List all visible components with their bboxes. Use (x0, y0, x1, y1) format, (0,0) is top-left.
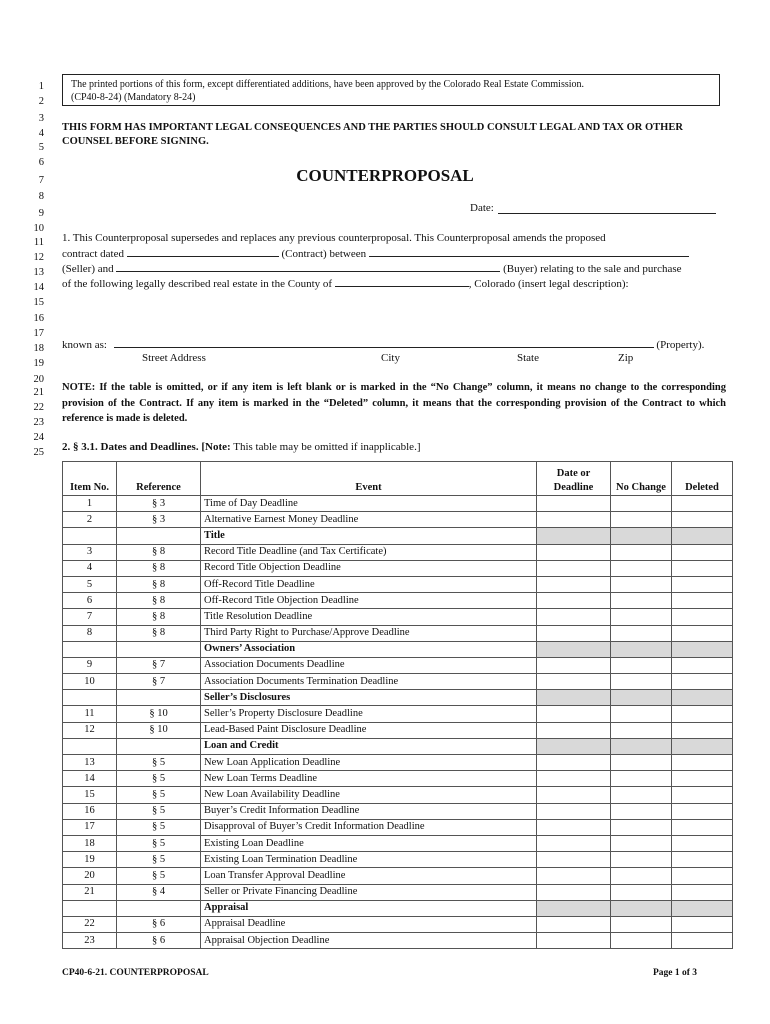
contract-dated-label: contract dated (62, 248, 124, 260)
deleted-checkbox[interactable] (672, 819, 733, 835)
reference-cell: § 10 (117, 722, 201, 738)
header-event: Event (201, 462, 537, 496)
item-no-cell: 13 (63, 755, 117, 771)
section2-note-bold: [Note: (201, 441, 231, 453)
date-cell (537, 690, 611, 706)
date-deadline-field[interactable] (537, 674, 611, 690)
footer-form-id: CP40-6-21. COUNTERPROPOSAL (62, 968, 209, 978)
date-deadline-field[interactable] (537, 722, 611, 738)
reference-cell: § 3 (117, 496, 201, 512)
event-cell: Alternative Earnest Money Deadline (201, 512, 537, 528)
item-no-cell: 6 (63, 593, 117, 609)
event-cell: Seller’s Property Disclosure Deadline (201, 706, 537, 722)
item-no-cell: 20 (63, 868, 117, 884)
deleted-checkbox[interactable] (672, 835, 733, 851)
deleted-checkbox[interactable] (672, 512, 733, 528)
table-row (63, 835, 733, 851)
no-change-checkbox[interactable] (611, 852, 672, 868)
notice-line-2: (CP40-8-24) (Mandatory 8-24) (71, 92, 196, 103)
event-cell: Association Documents Termination Deadline (201, 674, 537, 690)
date-cell (537, 528, 611, 544)
header-item-no: Item No. (63, 462, 117, 496)
deleted-checkbox[interactable] (672, 496, 733, 512)
contract-date-field[interactable] (127, 246, 279, 257)
table-row (63, 544, 733, 560)
deleted-checkbox[interactable] (672, 852, 733, 868)
section-heading: Title (201, 528, 537, 544)
form-title: COUNTERPROPOSAL (296, 166, 474, 185)
no-change-checkbox[interactable] (611, 755, 672, 771)
no-change-checkbox[interactable] (611, 771, 672, 787)
legal-warning: THIS FORM HAS IMPORTANT LEGAL CONSEQUENCES AND THE PARTIES SHOULD CONSULT LEGAL AND TAX OR OTHER COUNSEL BEFORE SIGNING. (62, 122, 683, 147)
line-number: 1 (38, 81, 44, 92)
date-field[interactable] (498, 202, 716, 214)
reference-cell: § 8 (117, 593, 201, 609)
event-cell: Appraisal Objection Deadline (201, 933, 537, 949)
line-number: 7 (38, 175, 44, 186)
deleted-checkbox[interactable] (672, 706, 733, 722)
table-row (63, 576, 733, 592)
reference-cell: § 5 (117, 771, 201, 787)
state-caption: State (517, 352, 539, 364)
header-no-change: No Change (611, 462, 672, 496)
date-deadline-field[interactable] (537, 819, 611, 835)
reference-cell: § 8 (117, 625, 201, 641)
item-no-cell (63, 690, 117, 706)
event-cell: Off-Record Title Deadline (201, 576, 537, 592)
date-deadline-field[interactable] (537, 593, 611, 609)
no-change-cell (611, 528, 672, 544)
event-cell: Third Party Right to Purchase/Approve Deadline (201, 625, 537, 641)
item-no-cell: 23 (63, 933, 117, 949)
no-change-checkbox[interactable] (611, 593, 672, 609)
event-cell: Loan Transfer Approval Deadline (201, 868, 537, 884)
line-number: 14 (33, 282, 44, 293)
no-change-cell (611, 738, 672, 754)
table-section-heading-row (63, 641, 733, 657)
deleted-checkbox[interactable] (672, 544, 733, 560)
deadlines-table-body (63, 496, 733, 949)
no-change-checkbox[interactable] (611, 803, 672, 819)
date-deadline-field[interactable] (537, 916, 611, 932)
event-cell: Off-Record Title Objection Deadline (201, 593, 537, 609)
event-cell: Buyer’s Credit Information Deadline (201, 803, 537, 819)
date-deadline-field[interactable] (537, 884, 611, 900)
reference-cell (117, 738, 201, 754)
notice-line-1: The printed portions of this form, except differentiated additions, have been approved by the Colorado Real Estate Commission. (71, 79, 585, 90)
event-cell: New Loan Application Deadline (201, 755, 537, 771)
item-no-cell (63, 900, 117, 916)
deleted-checkbox[interactable] (672, 657, 733, 673)
no-change-cell (611, 641, 672, 657)
event-cell: Association Documents Deadline (201, 657, 537, 673)
line-number: 13 (33, 267, 44, 278)
date-deadline-field[interactable] (537, 625, 611, 641)
line-number: 23 (33, 417, 44, 428)
property-label: (Property). (656, 339, 705, 351)
table-row (63, 560, 733, 576)
item-no-cell: 11 (63, 706, 117, 722)
table-row (63, 819, 733, 835)
section-heading: Loan and Credit (201, 738, 537, 754)
section1-line1: 1. This Counterproposal supersedes and replaces any previous counterproposal. This Counterproposal amends the proposed (62, 232, 606, 244)
table-row (63, 933, 733, 949)
section-heading: Appraisal (201, 900, 537, 916)
event-cell: Record Title Objection Deadline (201, 560, 537, 576)
deleted-checkbox[interactable] (672, 722, 733, 738)
buyer-relating-label: (Buyer) relating to the sale and purchase (503, 263, 682, 275)
event-cell: Lead-Based Paint Disclosure Deadline (201, 722, 537, 738)
buyer-name-field[interactable] (116, 261, 500, 272)
date-deadline-field[interactable] (537, 787, 611, 803)
item-no-cell: 14 (63, 771, 117, 787)
no-change-checkbox[interactable] (611, 933, 672, 949)
event-cell: Appraisal Deadline (201, 916, 537, 932)
item-no-cell: 22 (63, 916, 117, 932)
date-deadline-field[interactable] (537, 868, 611, 884)
table-row (63, 706, 733, 722)
line-number: 18 (33, 343, 44, 354)
table-row (63, 722, 733, 738)
no-change-checkbox[interactable] (611, 835, 672, 851)
table-section-heading-row (63, 900, 733, 916)
reference-cell (117, 690, 201, 706)
deleted-checkbox[interactable] (672, 674, 733, 690)
no-change-checkbox[interactable] (611, 576, 672, 592)
deleted-cell (672, 690, 733, 706)
street-address-caption: Street Address (142, 352, 206, 364)
reference-cell: § 8 (117, 544, 201, 560)
event-cell: Existing Loan Termination Deadline (201, 852, 537, 868)
deleted-checkbox[interactable] (672, 609, 733, 625)
event-cell: Seller or Private Financing Deadline (201, 884, 537, 900)
reference-cell (117, 528, 201, 544)
no-change-checkbox[interactable] (611, 722, 672, 738)
no-change-checkbox[interactable] (611, 819, 672, 835)
date-deadline-field[interactable] (537, 803, 611, 819)
table-row (63, 868, 733, 884)
reference-cell: § 8 (117, 560, 201, 576)
item-no-cell (63, 738, 117, 754)
line-number: 3 (38, 113, 44, 124)
no-change-checkbox[interactable] (611, 512, 672, 528)
reference-cell (117, 641, 201, 657)
line-number: 12 (33, 252, 44, 263)
line-number: 17 (33, 328, 44, 339)
event-cell: Existing Loan Deadline (201, 835, 537, 851)
no-change-checkbox[interactable] (611, 544, 672, 560)
date-cell (537, 738, 611, 754)
reference-cell: § 5 (117, 852, 201, 868)
deleted-checkbox[interactable] (672, 593, 733, 609)
table-row (63, 657, 733, 673)
line-number: 6 (38, 157, 44, 168)
event-cell: Disapproval of Buyer’s Credit Information Deadline (201, 819, 537, 835)
no-change-checkbox[interactable] (611, 884, 672, 900)
property-address-field[interactable] (114, 337, 654, 348)
deleted-checkbox[interactable] (672, 560, 733, 576)
table-row (63, 512, 733, 528)
date-deadline-field[interactable] (537, 544, 611, 560)
line-number: 16 (33, 313, 44, 324)
city-caption: City (381, 352, 400, 364)
header-date-deadline: Date or Deadline (537, 462, 611, 496)
deleted-cell (672, 528, 733, 544)
line-number: 19 (33, 358, 44, 369)
reference-cell: § 7 (117, 657, 201, 673)
line-number: 2 (38, 96, 44, 107)
item-no-cell: 10 (63, 674, 117, 690)
legal-desc-prefix: of the following legally described real estate in the County of (62, 278, 333, 290)
deleted-cell (672, 641, 733, 657)
item-no-cell (63, 641, 117, 657)
no-change-cell (611, 690, 672, 706)
table-row (63, 609, 733, 625)
line-number: 25 (33, 447, 44, 458)
no-change-checkbox[interactable] (611, 787, 672, 803)
deleted-checkbox[interactable] (672, 755, 733, 771)
header-reference: Reference (117, 462, 201, 496)
reference-cell: § 8 (117, 576, 201, 592)
contract-between-label: (Contract) between (281, 248, 367, 260)
no-change-checkbox[interactable] (611, 706, 672, 722)
known-as-label: known as: (62, 339, 107, 351)
table-row (63, 755, 733, 771)
table-row (63, 787, 733, 803)
event-cell: Time of Day Deadline (201, 496, 537, 512)
deleted-checkbox[interactable] (672, 803, 733, 819)
line-number: 9 (38, 208, 44, 219)
section2-label: 2. § 3.1. Dates and Deadlines. (62, 441, 199, 453)
deleted-checkbox[interactable] (672, 576, 733, 592)
table-row (63, 625, 733, 641)
line-number: 15 (33, 297, 44, 308)
item-no-cell: 7 (63, 609, 117, 625)
date-deadline-field[interactable] (537, 609, 611, 625)
header-deleted: Deleted (672, 462, 733, 496)
section-heading: Owners’ Association (201, 641, 537, 657)
no-change-checkbox[interactable] (611, 496, 672, 512)
item-no-cell: 3 (63, 544, 117, 560)
deadlines-table (62, 461, 733, 949)
item-no-cell: 21 (63, 884, 117, 900)
event-cell: New Loan Availability Deadline (201, 787, 537, 803)
table-section-heading-row (63, 690, 733, 706)
date-deadline-field[interactable] (537, 852, 611, 868)
reference-cell: § 10 (117, 706, 201, 722)
commission-notice (62, 74, 720, 106)
item-no-cell (63, 528, 117, 544)
table-note: NOTE: If the table is omitted, or if any item is left blank or is marked in the “No Change” column, it means no change to the corresponding provision of the Contract. If any item is marked in the “Deleted” column, it means that the corresponding provision of the Contract to which reference is made is deleted. (62, 382, 726, 424)
zip-caption: Zip (618, 352, 634, 364)
line-number: 4 (38, 128, 44, 139)
item-no-cell: 1 (63, 496, 117, 512)
section2-note-rest: This table may be omitted if inapplicable.] (233, 441, 421, 453)
no-change-checkbox[interactable] (611, 609, 672, 625)
section1-line2 (62, 246, 726, 262)
event-cell: Title Resolution Deadline (201, 609, 537, 625)
reference-cell: § 5 (117, 803, 201, 819)
table-row (63, 593, 733, 609)
seller-and-label: (Seller) and (62, 263, 114, 275)
date-deadline-field[interactable] (537, 657, 611, 673)
no-change-checkbox[interactable] (611, 625, 672, 641)
item-no-cell: 5 (63, 576, 117, 592)
date-deadline-field[interactable] (537, 496, 611, 512)
item-no-cell: 16 (63, 803, 117, 819)
county-field[interactable] (335, 276, 469, 287)
table-row (63, 916, 733, 932)
date-deadline-field[interactable] (537, 560, 611, 576)
line-number: 22 (33, 402, 44, 413)
deleted-checkbox[interactable] (672, 884, 733, 900)
table-row (63, 852, 733, 868)
deleted-cell (672, 900, 733, 916)
line-number: 5 (38, 142, 44, 153)
deleted-checkbox[interactable] (672, 933, 733, 949)
line-number: 20 (33, 374, 44, 385)
date-deadline-field[interactable] (537, 706, 611, 722)
item-no-cell: 15 (63, 787, 117, 803)
property-line (62, 337, 726, 353)
table-row (63, 771, 733, 787)
table-row (63, 674, 733, 690)
deleted-checkbox[interactable] (672, 771, 733, 787)
deleted-checkbox[interactable] (672, 916, 733, 932)
date-deadline-field[interactable] (537, 771, 611, 787)
table-row (63, 884, 733, 900)
date-cell (537, 900, 611, 916)
reference-cell: § 5 (117, 868, 201, 884)
no-change-checkbox[interactable] (611, 916, 672, 932)
item-no-cell: 18 (63, 835, 117, 851)
reference-cell: § 6 (117, 916, 201, 932)
deleted-checkbox[interactable] (672, 787, 733, 803)
no-change-checkbox[interactable] (611, 674, 672, 690)
item-no-cell: 8 (63, 625, 117, 641)
line-number: 21 (33, 387, 44, 398)
reference-cell: § 5 (117, 787, 201, 803)
no-change-checkbox[interactable] (611, 657, 672, 673)
reference-cell: § 5 (117, 835, 201, 851)
date-deadline-field[interactable] (537, 835, 611, 851)
section2-heading (62, 441, 420, 453)
date-line (470, 202, 716, 214)
table-row (63, 803, 733, 819)
item-no-cell: 9 (63, 657, 117, 673)
item-no-cell: 12 (63, 722, 117, 738)
reference-cell: § 6 (117, 933, 201, 949)
seller-name-field[interactable] (369, 246, 689, 257)
reference-cell: § 3 (117, 512, 201, 528)
deleted-cell (672, 738, 733, 754)
date-deadline-field[interactable] (537, 576, 611, 592)
section1-line4 (62, 276, 726, 292)
reference-cell: § 4 (117, 884, 201, 900)
no-change-cell (611, 900, 672, 916)
date-deadline-field[interactable] (537, 933, 611, 949)
no-change-checkbox[interactable] (611, 560, 672, 576)
section-heading: Seller’s Disclosures (201, 690, 537, 706)
footer-page-number: Page 1 of 3 (653, 968, 698, 978)
date-label: Date: (470, 202, 494, 214)
event-cell: New Loan Terms Deadline (201, 771, 537, 787)
table-section-heading-row (63, 738, 733, 754)
line-number: 8 (38, 191, 44, 202)
reference-cell (117, 900, 201, 916)
event-cell: Record Title Deadline (and Tax Certificate) (201, 544, 537, 560)
line-number: 24 (33, 432, 44, 443)
line-number: 11 (33, 237, 44, 248)
deleted-checkbox[interactable] (672, 868, 733, 884)
date-cell (537, 641, 611, 657)
section1-line3 (62, 261, 726, 277)
table-row (63, 496, 733, 512)
reference-cell: § 5 (117, 819, 201, 835)
deleted-checkbox[interactable] (672, 625, 733, 641)
line-number: 10 (33, 223, 44, 234)
item-no-cell: 4 (63, 560, 117, 576)
date-deadline-field[interactable] (537, 512, 611, 528)
no-change-checkbox[interactable] (611, 868, 672, 884)
date-deadline-field[interactable] (537, 755, 611, 771)
table-section-heading-row (63, 528, 733, 544)
item-no-cell: 17 (63, 819, 117, 835)
item-no-cell: 19 (63, 852, 117, 868)
legal-desc-suffix: , Colorado (insert legal description): (468, 278, 629, 290)
item-no-cell: 2 (63, 512, 117, 528)
reference-cell: § 8 (117, 609, 201, 625)
reference-cell: § 7 (117, 674, 201, 690)
reference-cell: § 5 (117, 755, 201, 771)
